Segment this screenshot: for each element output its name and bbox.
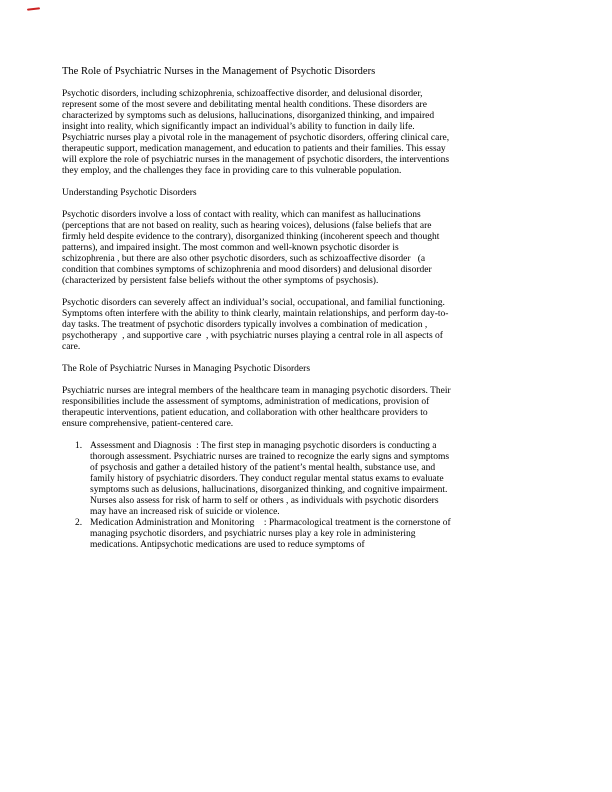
list-item-text: Assessment and Diagnosis : The first step in managing psychotic disorders is conducting a thorough assessment. Psychiatric nurses are trained to recognize the early signs and symptoms of psychosis and gather a detailed history of the patient’s mental health, substance use, and family history of psychiatric disorders. They conduct regular mental status exams to evaluate symptoms such as delusions, hallucinations, disorganized thinking, and cognitive impairment. Nurses also assess for risk of harm to self or others , as individuals with psychotic disorders may have an increased risk of suicide or violence. <box>90 441 452 517</box>
list-item-number: 1. <box>75 441 83 451</box>
section-heading-understanding: Understanding Psychotic Disorders <box>62 188 197 198</box>
document-content <box>62 66 452 551</box>
role-intro-paragraph: Psychiatric nurses are integral members of the healthcare team in managing psychotic disorders. Their responsibilities include the assessment of symptoms, administration of medications, provision of therapeutic interventions, patient education, and collaboration with other healthcare providers to ensure comprehensive, patient-centered care. <box>62 386 454 429</box>
numbered-list <box>62 441 452 551</box>
red-pen-mark <box>27 7 40 10</box>
list-item <box>62 518 452 551</box>
understanding-paragraph-1: Psychotic disorders involve a loss of contact with reality, which can manifest as hallucinations (perceptions that are not based on reality, such as hearing voices), delusions (false beliefs that are firmly held despite evidence to the contrary), disorganized thinking (incoherent speech and thought patterns), and impaired insight. The most common and well-known psychotic disorder is schizophrenia , but there are also other psychotic disorders, such as schizoaffective disorder (a condition that combines symptoms of schizophrenia and mood disorders) and delusional disorder (characterized by persistent false beliefs without the other symptoms of psychosis). <box>62 210 442 286</box>
list-item-text: Medication Administration and Monitoring : Pharmacological treatment is the cornerstone of managing psychotic disorders, and psychiatric nurses play a key role in administering medications. Antipsychotic medications are used to reduce symptoms of <box>90 518 454 550</box>
section-heading-role: The Role of Psychiatric Nurses in Managing Psychotic Disorders <box>62 364 311 374</box>
intro-paragraph: Psychotic disorders, including schizophrenia, schizoaffective disorder, and delusional disorder, represent some of the most severe and debilitating mental health conditions. These disorders are characterized by symptoms such as delusions, hallucinations, disorganized thinking, and impaired insight into reality, which significantly impact an individual’s ability to function in daily life. Psychiatric nurses play a pivotal role in the management of psychotic disorders, offering clinical care, therapeutic support, medication management, and education to patients and their families. This essay will explore the role of psychiatric nurses in the management of psychotic disorders, the interventions they employ, and the challenges they face in providing care to this vulnerable population. <box>62 89 452 176</box>
document-title: The Role of Psychiatric Nurses in the Management of Psychotic Disorders <box>62 66 376 77</box>
list-item-number: 2. <box>75 518 83 528</box>
understanding-paragraph-2: Psychotic disorders can severely affect an individual’s social, occupational, and familial functioning. Symptoms often interfere with the ability to think clearly, maintain relationships, and perform day-to-day tasks. The treatment of psychotic disorders typically involves a combination of medication , psychotherapy , and supportive care , with psychiatric nurses playing a central role in all aspects of care. <box>62 298 449 352</box>
list-item <box>62 441 452 518</box>
